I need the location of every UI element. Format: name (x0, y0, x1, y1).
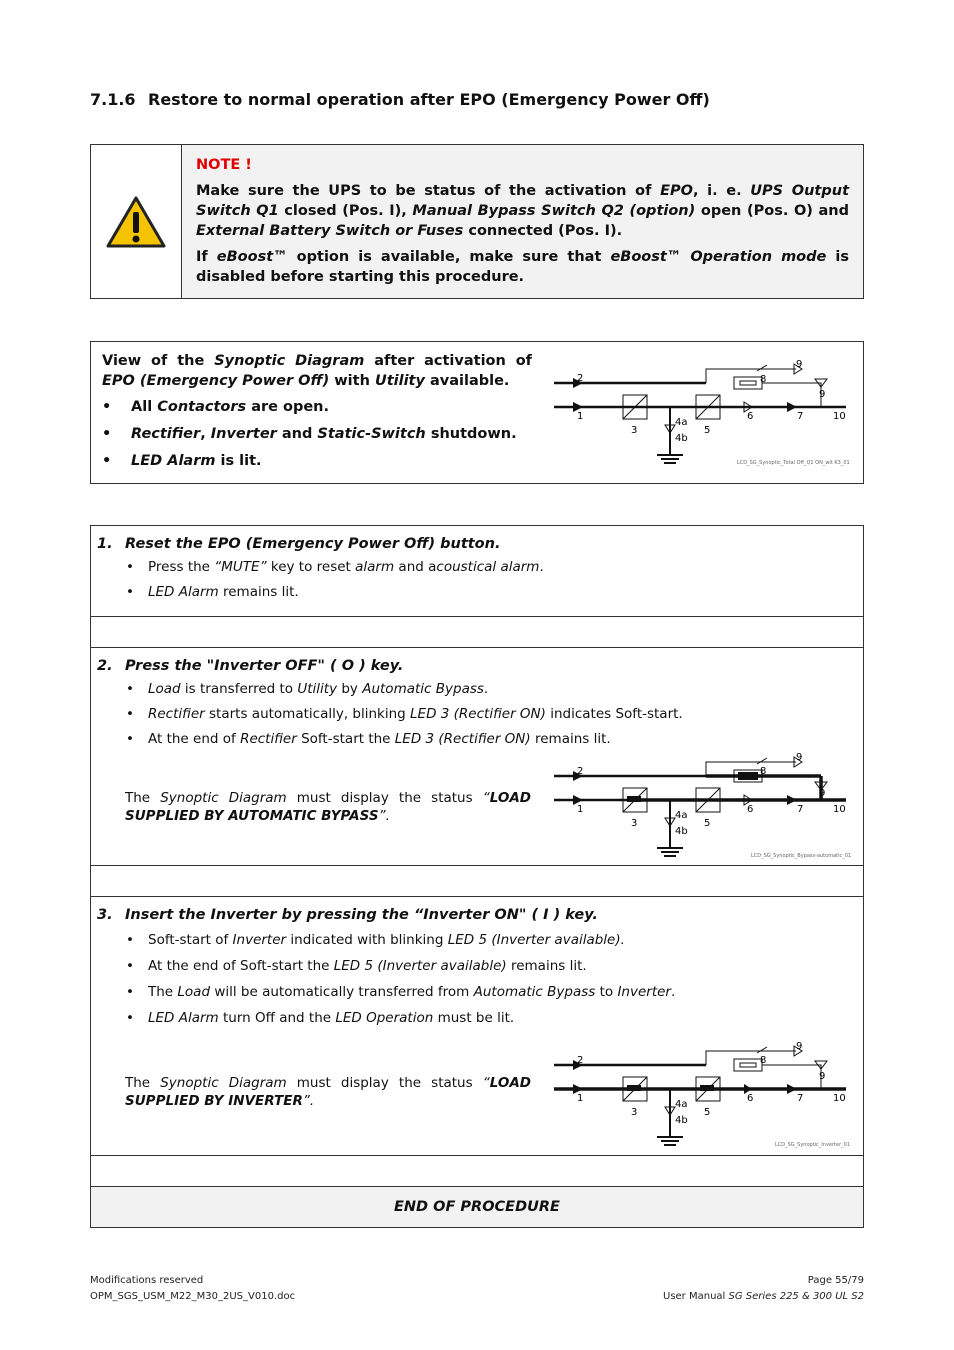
svg-text:10: 10 (833, 411, 846, 422)
note-label: NOTE ! (196, 157, 252, 173)
step-bullets (91, 680, 863, 748)
svg-text:1: 1 (577, 804, 584, 815)
svg-text:2: 2 (577, 766, 584, 777)
list-item: • All Contactors are open. (102, 397, 532, 417)
list-item: • LED Alarm turn Off and the LED Operation must be lit. (126, 1009, 863, 1027)
svg-text:4a: 4a (675, 417, 688, 428)
section-number: 7.1.6 (90, 90, 136, 109)
table-spacer-row (91, 866, 863, 897)
footer-right (663, 1273, 864, 1305)
step-1 (91, 526, 863, 617)
svg-text:10: 10 (833, 1093, 846, 1104)
list-item: • Press the “MUTE” key to reset alarm and acoustical alarm. (126, 558, 863, 576)
svg-text:9: 9 (819, 389, 826, 400)
svg-text:6: 6 (747, 804, 754, 815)
list-item: • At the end of Soft-start the LED 5 (Inverter available) remains lit. (126, 957, 863, 975)
table-spacer-row (91, 1156, 863, 1187)
svg-text:9: 9 (796, 359, 803, 370)
svg-text:6: 6 (747, 1093, 754, 1104)
step-bullets (91, 931, 863, 1027)
table-spacer-row (91, 617, 863, 648)
svg-text:4a: 4a (675, 1099, 688, 1110)
list-item: • The Load will be automatically transferred from Automatic Bypass to Inverter. (126, 983, 863, 1001)
svg-text:7: 7 (797, 804, 804, 815)
svg-text:10: 10 (833, 804, 846, 815)
step-status-text: The Synoptic Diagram must display the status “LOAD SUPPLIED BY INVERTER”. (125, 1075, 531, 1109)
svg-text:5: 5 (704, 1107, 711, 1118)
svg-text:LCD_SG_Synoptic_Inverter_01: LCD_SG_Synoptic_Inverter_01 (775, 1142, 850, 1148)
warning-cell (91, 145, 182, 298)
step-2 (91, 648, 863, 866)
step-3 (91, 897, 863, 1156)
step-bullets (91, 558, 863, 601)
footer-page-number: Page 55/79 (807, 1275, 864, 1286)
svg-text:5: 5 (704, 818, 711, 829)
svg-text:8: 8 (760, 374, 767, 385)
note-paragraph-2: If eBoost™ option is available, make sure that eBoost™ Operation mode is disabled before starting this procedure. (196, 249, 850, 285)
section-title: Restore to normal operation after EPO (Emergency Power Off) (148, 90, 710, 109)
synoptic-diagram-epo (551, 357, 851, 473)
footer-docname: OPM_SGS_USM_M22_M30_2US_V010.doc (90, 1291, 296, 1302)
svg-text:7: 7 (797, 1093, 804, 1104)
svg-text:4b: 4b (675, 433, 688, 444)
svg-text:3: 3 (631, 1107, 638, 1118)
list-item: • Rectifier, Inverter and Static-Switch shutdown. (102, 424, 532, 444)
svg-text:LCD_SG_Synoptic_Bypass-automat: LCD_SG_Synoptic_Bypass-automatic_01 (751, 853, 851, 859)
svg-text:LCD_SG_Synoptic_Total Off_Q1 O: LCD_SG_Synoptic_Total Off_Q1 ON_wit K3_01 (737, 460, 850, 466)
footer-left (90, 1273, 295, 1305)
svg-text:9: 9 (819, 788, 826, 799)
step-title: 2. Press the "Inverter OFF" ( O ) key. (97, 658, 404, 674)
epo-view-list (102, 397, 532, 471)
svg-text:3: 3 (631, 425, 638, 436)
svg-text:4b: 4b (675, 826, 688, 837)
epo-view-text (102, 351, 532, 478)
svg-text:3: 3 (631, 818, 638, 829)
list-item: • Rectifier starts automatically, blinking LED 3 (Rectifier ON) indicates Soft-start. (126, 705, 863, 723)
svg-text:4a: 4a (675, 810, 688, 821)
list-item: • At the end of Rectifier Soft-start the LED 3 (Rectifier ON) remains lit. (126, 730, 863, 748)
end-of-procedure: END OF PROCEDURE (91, 1187, 863, 1227)
note-box (90, 144, 864, 299)
svg-text:8: 8 (760, 1055, 767, 1066)
epo-view-box (90, 341, 864, 484)
svg-text:7: 7 (797, 411, 804, 422)
svg-text:9: 9 (796, 1041, 803, 1052)
list-item: • Soft-start of Inverter indicated with blinking LED 5 (Inverter available). (126, 931, 863, 949)
svg-text:8: 8 (760, 766, 767, 777)
svg-text:4b: 4b (675, 1115, 688, 1126)
svg-text:6: 6 (747, 411, 754, 422)
synoptic-diagram-inverter (551, 1039, 851, 1155)
svg-text:9: 9 (796, 752, 803, 763)
list-item: • Load is transferred to Utility by Automatic Bypass. (126, 680, 863, 698)
epo-view-intro: View of the Synoptic Diagram after activation of EPO (Emergency Power Off) with Utility available. (102, 353, 532, 389)
step-status-text: The Synoptic Diagram must display the status “LOAD SUPPLIED BY AUTOMATIC BYPASS”. (125, 790, 531, 824)
note-paragraph-1: Make sure the UPS to be status of the activation of EPO, i. e. UPS Output Switch Q1 closed (Pos. I), Manual Bypass Switch Q2 (option) open (Pos. O) and External Battery Switch or Fuses connected (Pos. I). (196, 183, 850, 239)
warning-icon (105, 195, 167, 249)
step-title: 3. Insert the Inverter by pressing the “Inverter ON" ( I ) key. (97, 907, 598, 923)
svg-text:1: 1 (577, 1093, 584, 1104)
note-text (196, 155, 849, 293)
step-title: 1. Reset the EPO (Emergency Power Off) button. (97, 536, 501, 552)
procedure-table (90, 525, 864, 1228)
list-item: • LED Alarm is lit. (102, 451, 532, 471)
svg-text:2: 2 (577, 1055, 584, 1066)
synoptic-diagram-bypass (551, 750, 851, 866)
svg-text:9: 9 (819, 1071, 826, 1082)
svg-text:2: 2 (577, 373, 584, 384)
footer-modifications: Modifications reserved (90, 1275, 204, 1286)
svg-text:1: 1 (577, 411, 584, 422)
footer-manual-title: User Manual SG Series 225 & 300 UL S2 (663, 1291, 864, 1302)
section-heading (90, 90, 710, 109)
svg-text:5: 5 (704, 425, 711, 436)
list-item: • LED Alarm remains lit. (126, 583, 863, 601)
